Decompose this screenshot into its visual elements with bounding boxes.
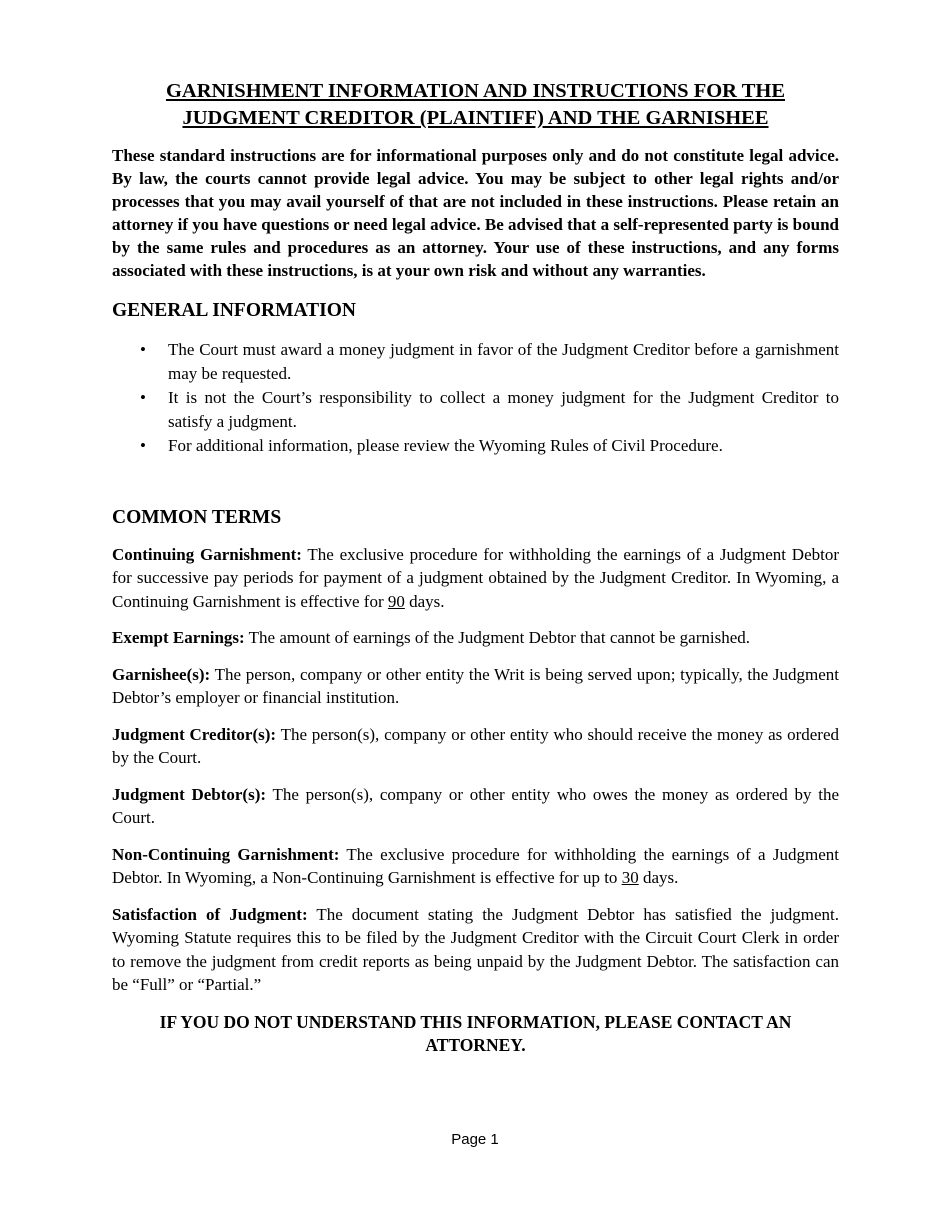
term-judgment-creditor [112, 723, 839, 770]
term-label: Garnishee(s): [112, 664, 211, 684]
term-garnishee [112, 663, 839, 710]
document-page [112, 78, 839, 1058]
term-label: Non-Continuing Garnishment: [112, 844, 340, 864]
term-label: Exempt Earnings: [112, 628, 245, 647]
page-number: Page 1 [451, 1131, 499, 1148]
title-line-2: JUDGMENT CREDITOR (PLAINTIFF) AND THE GARNISHEE [182, 107, 769, 129]
bullet-icon: • [140, 340, 146, 359]
term-label: Satisfaction of Judgment: [112, 904, 308, 924]
term-definition: The exclusive procedure for withholding the earnings of a Judgment Debtor for successive pay periods for payment of a judgment obtained by the Judgment Creditor. In Wyoming, a Continuing Garnishment is effective for [112, 544, 839, 611]
term-exempt-earnings [112, 626, 839, 650]
notice-line-1: IF YOU DO NOT UNDERSTAND THIS INFORMATION, PLEASE CONTACT AN [159, 1011, 792, 1032]
list-item-text: It is not the Court’s responsibility to collect a money judgment for the Judgment Creditor to satisfy a judgment. [168, 388, 839, 431]
term-label: Continuing Garnishment: [112, 544, 302, 564]
term-definition-end: days. [638, 868, 679, 887]
disclaimer-paragraph: These standard instructions are for informational purposes only and do not constitute legal advice. By law, the courts cannot provide legal advice. You may be subject to other legal rights and/or processes that you may avail yourself of that are not included in these instructions. Please retain an attorney if you have questions or need legal advice. Be advised that a self-represented party is bound by the same rules and procedures as an attorney. Your use of these instructions, and any forms associated with these instructions, is at your own risk and without any warranties. [112, 146, 839, 280]
term-definition: The exclusive procedure for withholding the earnings of a Judgment Debtor. In Wyoming, a Non-Continuing Garnishment is effective for up to [112, 844, 839, 887]
term-label: Judgment Creditor(s): [112, 724, 277, 744]
term-non-continuing-garnishment [112, 843, 839, 890]
list-item [112, 338, 839, 385]
term-definition-end: days. [404, 591, 445, 611]
list-item-text: For additional information, please review the Wyoming Rules of Civil Procedure. [168, 436, 723, 455]
notice-line-2: ATTORNEY. [425, 1035, 526, 1055]
term-definition: The person(s), company or other entity who should receive the money as ordered by the Court. [112, 724, 839, 767]
document-title [112, 78, 839, 132]
general-information-heading: GENERAL INFORMATION [112, 300, 356, 321]
term-satisfaction-of-judgment [112, 903, 839, 997]
bullet-icon: • [140, 436, 146, 455]
bullet-icon: • [140, 388, 146, 407]
term-definition: The person(s), company or other entity who owes the money as ordered by the Court. [112, 784, 839, 827]
list-item [112, 386, 839, 433]
term-definition: The document stating the Judgment Debtor has satisfied the judgment. Wyoming Statute requires this to be filed by the Judgment Creditor with the Circuit Court Clerk in order to remove the judgment from credit reports as being unpaid by the Judgment Debtor. The satisfaction can be “Full” or “Partial.” [112, 904, 839, 994]
attorney-notice [112, 1011, 839, 1058]
term-days-value: 90 [387, 591, 405, 611]
list-item-text: The Court must award a money judgment in favor of the Judgment Creditor before a garnishment may be requested. [168, 340, 839, 383]
term-definition: The amount of earnings of the Judgment Debtor that cannot be garnished. [244, 628, 751, 647]
list-item [112, 434, 839, 458]
term-continuing-garnishment [112, 543, 839, 614]
title-line-1: GARNISHMENT INFORMATION AND INSTRUCTIONS FOR THE [165, 80, 786, 102]
term-label: Judgment Debtor(s): [112, 784, 267, 804]
term-definition: The person, company or other entity the Writ is being served upon; typically, the Judgment Debtor’s employer or financial institution. [112, 664, 839, 707]
term-days-value: 30 [621, 868, 639, 887]
common-terms-heading: COMMON TERMS [112, 506, 282, 528]
term-judgment-debtor [112, 783, 839, 830]
general-information-list [112, 338, 839, 458]
